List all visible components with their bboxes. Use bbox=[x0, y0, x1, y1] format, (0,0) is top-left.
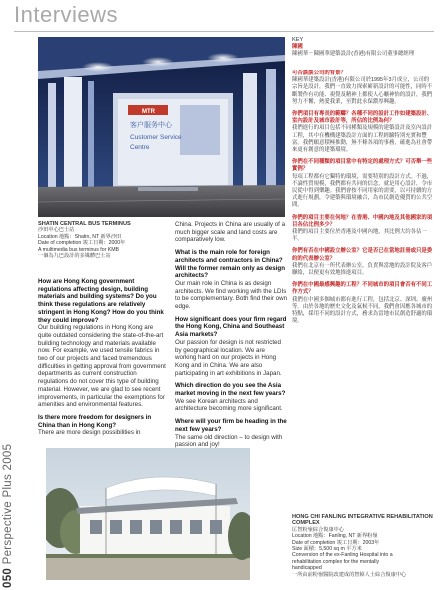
question-zh: 你們有否在中國設立辦公室？它是否已在當地註冊或只是委約的代表辦公室？ bbox=[292, 248, 433, 262]
english-column-1 bbox=[38, 278, 168, 442]
question-zh: 你們在不同種類的項目當中有特定的處理方式？可否舉一些實例？ bbox=[292, 159, 433, 173]
sign-centre: Centre bbox=[130, 144, 150, 151]
question-zh: 可否談談公司的背景？ bbox=[292, 70, 346, 76]
rehab-complex-illustration bbox=[46, 448, 250, 580]
english-column-2 bbox=[175, 221, 287, 454]
answer-zh: 我們進行的項目包括不同種類及規模的建築設計及室內設計工程，其中在機構建築設計方面的工程經驗特別充實和豐富。我們願意積極推動，無不條各項的事務，確進為社會帶來更有創意的建築環境。 bbox=[292, 125, 433, 154]
photo1-caption bbox=[38, 221, 178, 259]
sign-mtr: MTR bbox=[142, 109, 155, 115]
answer-zh: 陳國華建築設計(香港)有限公司於1995年3月成立，公司的宗旨是設計，我們一直致力探索嶄新設計的可能性，同時不斷製作有功能、視覺及精神上都使人心曠神怡的設計，我們努力不懈，熱愛我業，至對此永保濃厚興趣。 bbox=[292, 77, 433, 105]
answer-zh: 我們在北京有一所代表辦公室，負責與當地的設計院及客戶聯絡，以便更有效地推進項目。 bbox=[292, 262, 433, 277]
question: How are Hong Kong government regulations affecting design, building materials and building systems? Do you think these regulations are relatively stringent in Hong Kong? How do you think they could improve? bbox=[38, 278, 164, 324]
caption1-line: 沙田中心巴士站 bbox=[38, 227, 75, 234]
question-zh: 你們在中國最感興趣的工程？不同城市的項目會否有不同工作方式？ bbox=[292, 282, 433, 296]
caption1-line: 一個為九巴設計的多媒體巴士站 bbox=[38, 253, 111, 260]
answer: Our building regulations in Hong Kong are quite outdated considering the state-of-the-art building technology and materials available now. For example, we used tensile fabrics in two of our projects and faced tremendous difficulties in getting approval from government departments as current construction regulations do not cover this type of building material. However, we are glad to see recent improvements, in particular the exemptions for amenities and environmental features. bbox=[38, 324, 166, 409]
page-spine bbox=[2, 443, 16, 588]
caption1-line: Location 地點：Shatin, NT 新界沙田 bbox=[38, 233, 122, 240]
caption2-line: 匡智粉嶺綜合復康中心 bbox=[292, 526, 344, 533]
answer: The same old direction – to design with passion and joy! bbox=[175, 433, 283, 449]
question: What is the main role for foreign architects and contractors in China? Will the former remain only as design architects? bbox=[175, 249, 285, 280]
question-zh: 你們項目有專長的範疇？各種不同的設計工作如建築設計、室內設計及城市設計等，所佔的比例為何？ bbox=[292, 111, 433, 125]
answer: We see Korean architects and architecture becoming more significant. bbox=[175, 397, 283, 413]
bus-terminus-photo bbox=[38, 37, 285, 217]
caption1-title: SHATIN CENTRAL BUS TERMINUS bbox=[38, 221, 131, 227]
question: Which direction do you see the Asia market moving in the next few years? bbox=[175, 382, 286, 398]
chinese-column bbox=[292, 70, 434, 446]
caption2-line: Date of completion 竣工日期：2003年 bbox=[292, 539, 380, 546]
key-box bbox=[292, 37, 434, 58]
key-label: KEY bbox=[292, 37, 304, 43]
caption2-line: Size 面積：5,500 sq m 平方米 bbox=[292, 546, 362, 553]
answer-zh: 我們在中國多個城市都有進行工程，包括北京、深圳、廣州等。由於各地的歷史文化及氣候不同，我們會因應各城市的特點，採用不同的設計方式，務求為當地市民創造舒適的環境。 bbox=[292, 296, 433, 325]
key-name: 陳國 bbox=[292, 44, 303, 50]
answer-zh: 我們的項目主要位於香港及中國內地，其比例大約各佔一半。 bbox=[292, 229, 427, 243]
sign-chinese: 客户服务中心 bbox=[130, 122, 172, 129]
answer: China. Projects in China are usually of a much bigger scale and land costs are comparatively low. bbox=[175, 221, 286, 244]
question-zh: 你們的項目主要在何地？在香港、中國內地及其他國家的項目各佔比例多少？ bbox=[292, 214, 433, 228]
question: How significant does your firm regard the Hong Kong, China and Southeast Asia markets? bbox=[175, 315, 287, 339]
caption2-line: rehabilitation complex for the mentally bbox=[292, 558, 380, 565]
rehab-complex-photo bbox=[46, 448, 250, 580]
caption2-line: handicapped bbox=[292, 565, 322, 572]
caption1-line: Date of completion 竣工日期：2000年 bbox=[38, 240, 126, 247]
sign-customer-service: Customer Service bbox=[130, 134, 182, 141]
answer-zh: 每項工程都有它獨特的環境，需要特別的設計方式。不過，不論性質規模，我們都有共同的信念，就是用心設計，令市民從中得到樂趣。我們會按不同用家的需要，以可持續的方式進行規劃，令建築與環境融合，為市民創造優質的公共空間。 bbox=[292, 173, 433, 209]
publication-name: Perspective Plus 2005 bbox=[2, 443, 14, 565]
caption2-title: HONG CHI FANLING INTEGRATIVE REHABILITATION COMPLEX bbox=[292, 514, 433, 527]
page-header-title: Interviews bbox=[14, 2, 119, 27]
answer: There are more design possibilities in bbox=[38, 429, 141, 437]
answer: Our passion for design is not restricted by geographical location. We are working hard on our projects in Hong Kong and in China. We are also participating in art exhibitions in Japan. bbox=[175, 338, 282, 377]
caption1-line: A multimedia bus terminus for KMB bbox=[38, 246, 120, 253]
caption2-line: Conversion of the ex-Fanling Hospital into a bbox=[292, 552, 393, 559]
question: Where will your firm be heading in the next few years? bbox=[175, 418, 287, 433]
question: Is there more freedom for designers in China than in Hong Kong? bbox=[38, 413, 152, 429]
key-description: 陳國華－陳國華建築設計(香港)有限公司董事總經理 bbox=[292, 51, 415, 57]
caption2-line: 一所由前粉嶺醫院改建成的智障人士綜合復康中心 bbox=[292, 571, 407, 578]
page-number: 050 bbox=[2, 567, 14, 588]
header-divider bbox=[14, 31, 434, 32]
bus-terminus-illustration bbox=[38, 37, 285, 217]
photo2-caption bbox=[292, 514, 434, 578]
answer: Our main role in China is as design architects. We find working with the LDIs to be complementary. Both find their own edge. bbox=[175, 279, 288, 311]
caption2-line: Location 地點：Fanling, NT 新界粉嶺 bbox=[292, 533, 378, 540]
